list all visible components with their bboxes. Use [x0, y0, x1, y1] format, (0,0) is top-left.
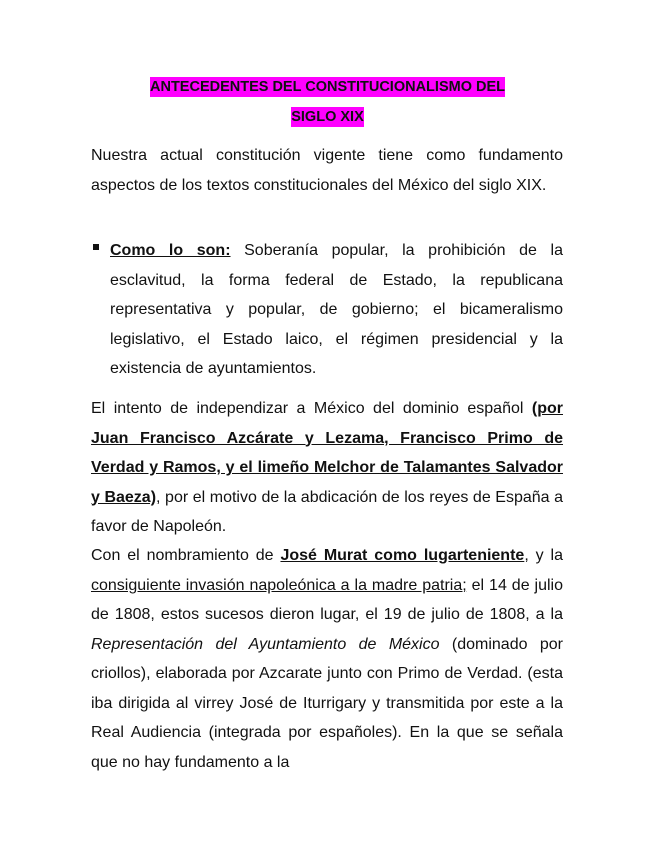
para3-t3: el 14 de julio de 1808, estos sucesos dieron lugar, el 19 de julio de 1808, a la [91, 576, 563, 623]
intro-paragraph: Nuestra actual constitución vigente tiene como fundamento aspectos de los textos constitucionales del México del siglo XIX. [91, 147, 563, 194]
para3-representacion: Representación del Ayuntamiento de México [91, 635, 440, 653]
bullet-text [110, 236, 563, 384]
para3-t4: (dominado por criollos), elaborada por Azcarate junto con Primo de Verdad. (esta iba dirigida al virrey José de Iturrigary y transmitida por este a la Real Audiencia (integrada por españoles). En la que se señala que no hay fundamento a la [91, 635, 563, 771]
para2-names: (por Juan Francisco Azcárate y Lezama, Francisco Primo de Verdad y Ramos, y el limeño Melchor de Talamantes Salvador y Baeza) [91, 400, 563, 506]
para3-t2: , y la [524, 547, 564, 564]
para2-after: , por el motivo de la abdicación de los reyes de España a favor de Napoleón. [91, 488, 564, 535]
bullet-item [91, 236, 563, 384]
bullet-body: Soberanía popular, la prohibición de la esclavitud, la forma federal de Estado, la republicana representativa y popular, de gobierno; el bicameralismo legislativo, el Estado laico, el régimen presidencial y la existencia de ayuntamientos. [110, 242, 563, 377]
para3-murat: José Murat como lugarteniente [280, 547, 525, 564]
para2-before: El intento de independizar a México del dominio español [91, 400, 532, 417]
title-line-2: SIGLO XIX [291, 109, 364, 125]
para3-t1: Con el nombramiento de [91, 547, 281, 564]
title-line-1: ANTECEDENTES DEL CONSTITUCIONALISMO DEL [150, 79, 505, 95]
paragraph-murat [91, 541, 563, 777]
para3-invasion: consiguiente invasión napoleónica a la madre patria; [91, 576, 467, 594]
square-bullet-icon [93, 244, 99, 250]
document-title [90, 72, 565, 132]
paragraph-independence [91, 394, 563, 542]
bullet-label: Como lo son: [110, 242, 231, 259]
